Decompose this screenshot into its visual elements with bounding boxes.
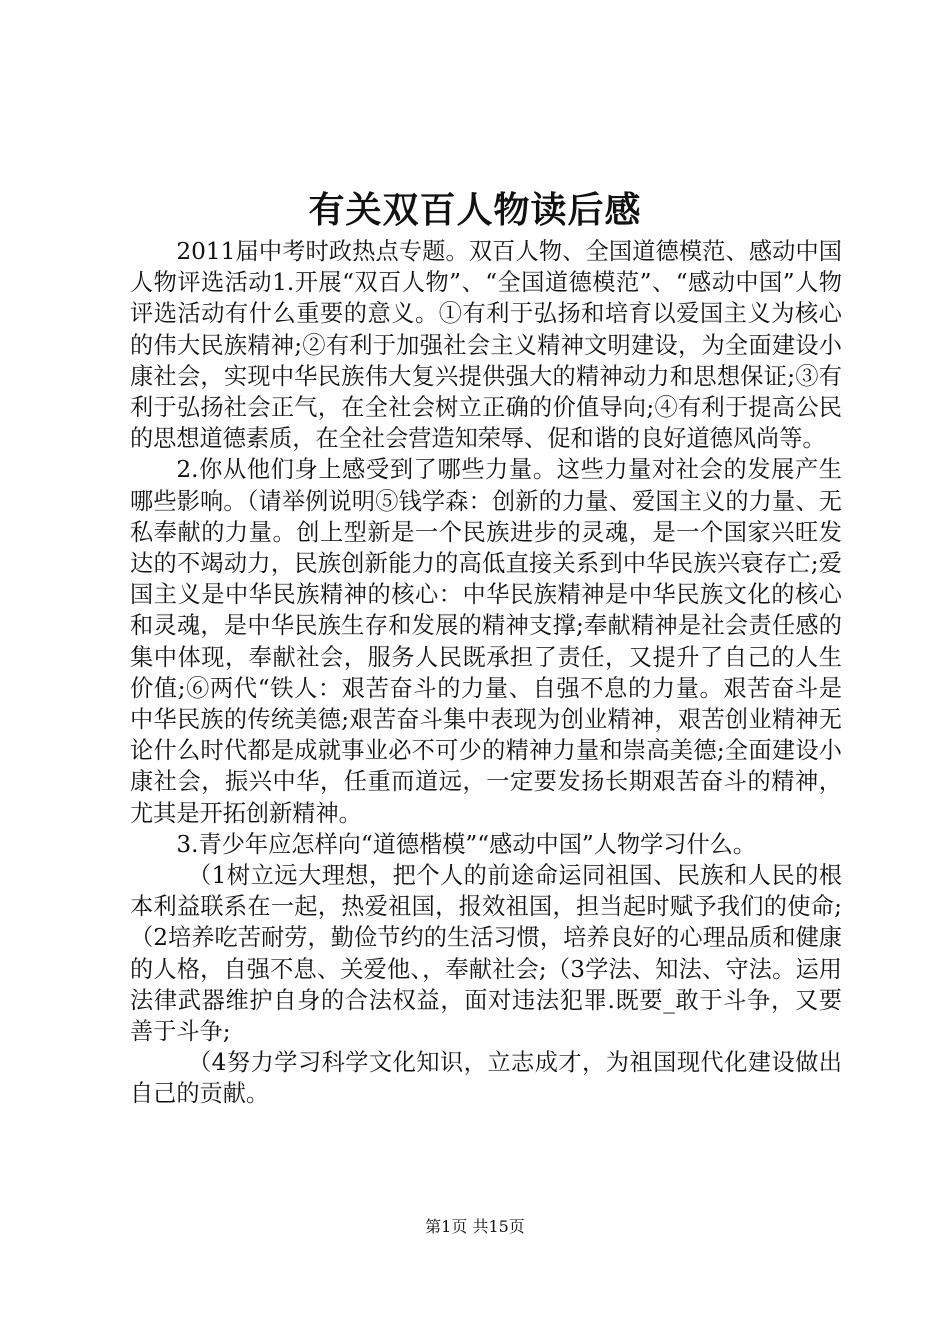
paragraph-significance: 2011届中考时政热点专题。双百人物、全国道德模范、感动中国人物评选活动1.开展“双百人物”、“全国道德模范”、“感动中国”人物评选活动有什么重要的意义。①有利于弘扬和培育以爱国主义为核心的伟大民族精神;②有利于加强社会主义精神文明建设，为全面建设小康社会，实现中华民族伟大复兴提供强大的精神动力和思想保证;③有利于弘扬社会正气，在全社会树立正确的价值导向;④有利于提高公民的思想道德素质，在全社会营造知荣辱、促和谐的良好道德风尚等。 (130, 238, 842, 453)
paragraph-study-point: （4努力学习科学文化知识，立志成才，为祖国现代化建设做出自己的贡献。 (130, 1049, 842, 1108)
paragraph-forces: 2.你从他们身上感受到了哪些力量。这些力量对社会的发展产生哪些影响。（请举例说明⑤钱学森：创新的力量、爱国主义的力量、无私奉献的力量。创上型新是一个民族进步的灵魂，是一个国家兴旺发达的不竭动力，民族创新能力的高低直接关系到中华民族兴衰存亡;爱国主义是中华民族精神的核心：中华民族精神是中华民族文化的核心和灵魂，是中华民族生存和发展的精神支撑;奉献精神是社会责任感的集中体现，奉献社会，服务人民既承担了责任，又提升了自己的人生价值;⑥两代“铁人：艰苦奋斗的力量、自强不息的力量。艰苦奋斗是中华民族的传统美德;艰苦奋斗集中表现为创业精神，艰苦创业精神无论什么时代都是成就事业必不可少的精神力量和崇高美德;全面建设小康社会，振兴中华，任重而道远，一定要发扬长期艰苦奋斗的精神，尤其是开拓创新精神。 (130, 456, 842, 827)
page-title: 有关双百人物读后感 (308, 189, 642, 231)
page-number-footer: 第1页 共15页 (425, 1217, 525, 1236)
paragraph-learning-points: （1树立远大理想，把个人的前途命运同祖国、民族和人民的根本利益联系在一起，热爱祖国，报效祖国，担当起时赋予我们的使命;（2培养吃苦耐劳，勤俭节约的生活习惯，培养良好的心理品质和健康的人格，自强不息、关爱他、，奉献社会;（3学法、知法、守法。运用法律武器维护自身的合法权益，面对违法犯罪.既要_敢于斗争，又要善于斗争; (130, 862, 842, 1046)
document-body (130, 236, 842, 1110)
paragraph-learning-question: 3.青少年应怎样向“道德楷模”“感动中国”人物学习什么。 (176, 830, 757, 858)
